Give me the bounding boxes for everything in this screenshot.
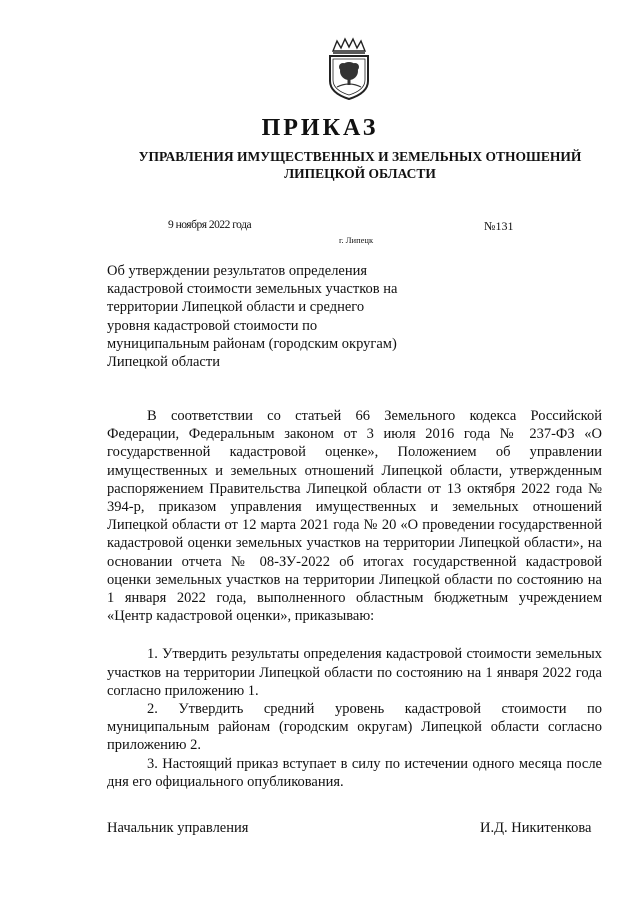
coat-of-arms-icon	[323, 37, 375, 101]
authority-line-1: УПРАВЛЕНИЯ ИМУЩЕСТВЕННЫХ И ЗЕМЕЛЬНЫХ ОТНОШЕНИЙ	[138, 149, 582, 164]
signatory-name: И.Д. Никитенкова	[480, 820, 592, 836]
order-date: 9 ноября 2022 года	[168, 219, 252, 231]
authority-line-2: ЛИПЕЦКОЙ ОБЛАСТИ	[284, 166, 436, 181]
subject-line: территории Липецкой области и среднего	[107, 299, 365, 316]
subject-line: кадастровой стоимости земельных участков на	[107, 281, 398, 298]
order-item: 3. Настоящий приказ вступает в силу по истечении одного месяца после дня его официального опубликования.	[107, 755, 602, 790]
subject-line: муниципальным районам (городским округам)	[107, 335, 397, 352]
document-title: ПРИКАЗ	[261, 115, 379, 141]
subject-line: Об утверждении результатов определения	[107, 263, 368, 279]
signatory-title: Начальник управления	[107, 820, 249, 836]
order-body	[107, 407, 602, 791]
subject-line: Липецкой области	[107, 354, 220, 371]
order-item: 2. Утвердить средний уровень кадастровой стоимости по муниципальным районам (городским округам) Липецкой области согласно приложению 2.	[107, 701, 602, 754]
issuing-authority	[110, 148, 610, 182]
order-number: №131	[484, 219, 514, 233]
issue-city: г. Липецк	[339, 235, 374, 245]
subject-line: уровня кадастровой стоимости по	[107, 317, 318, 334]
order-item: 1. Утвердить результаты определения кадастровой стоимости земельных участков на территории Липецкой области по состоянию на 1 января 2022 года согласно приложению 1.	[107, 646, 602, 699]
preamble-paragraph: В соответствии со статьей 66 Земельного кодекса Российской Федерации, Федеральным законом от 3 июля 2016 года № 237-ФЗ «О государственной кадастровой оценке», Положением об управлении имущественных и земельных отношений Липецкой области, утвержденным распоряжением Правительства Липецкой области от 13 октября 2022 года № 394-р, приказом управления имущественных и земельных отношений Липецкой области от 12 марта 2021 года № 20 «О проведении государственной кадастровой оценки земельных участков на территории Липецкой области», на основании отчета № 08-ЗУ-2022 об итогах государственной кадастровой оценки земельных участков на территории Липецкой области по состоянию на 1 января 2022 года, выполненного областным бюджетным учреждением «Центр кадастровой оценки», приказываю:	[107, 408, 602, 625]
order-subject	[107, 262, 427, 371]
